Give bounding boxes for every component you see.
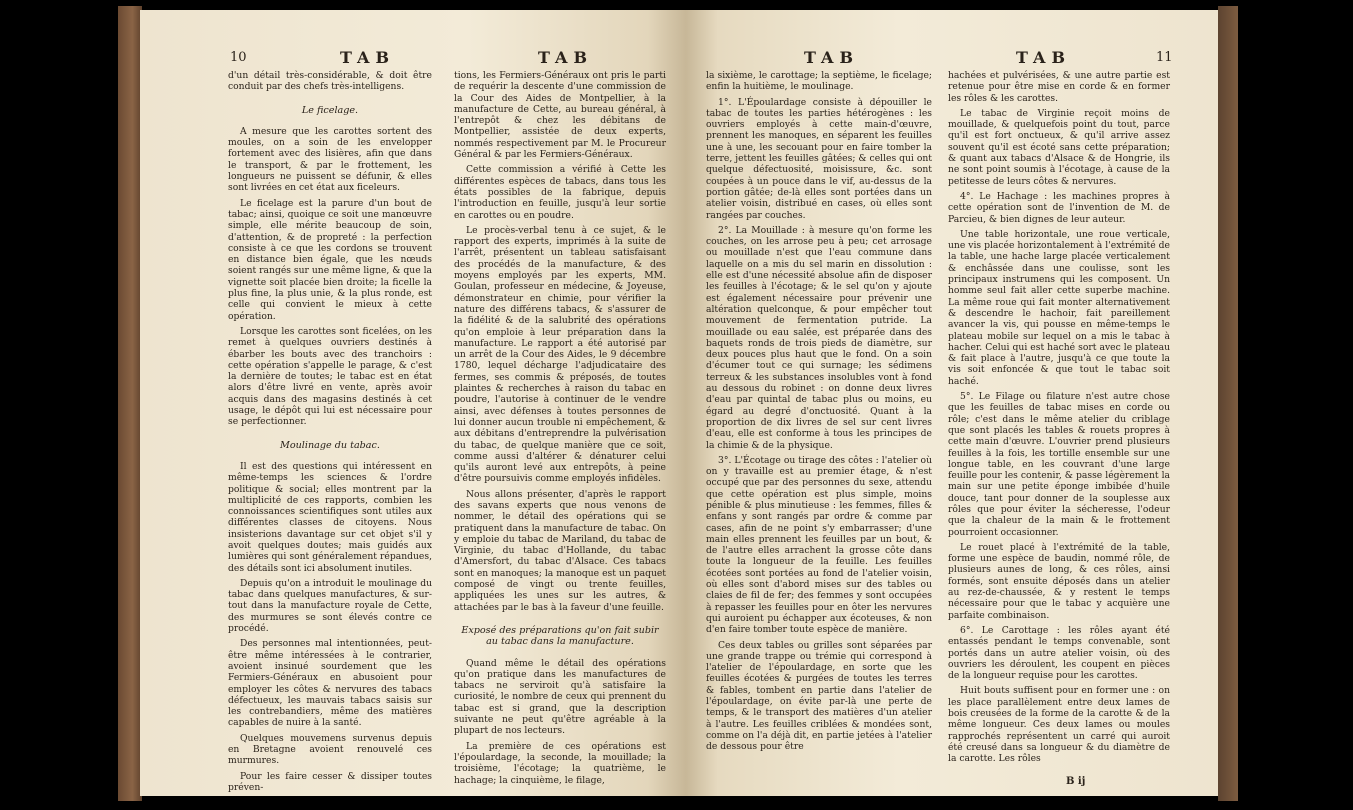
paragraph: Le tabac de Virginie reçoit moins de mouillade, & quelquefois point du tout, parce qu'il est fort onctueux, & qu'il arrive assez souvent qu'il est écoté sans cette préparation; & quant aux tabacs d'Alsace & de Hongrie, ils ne sont point soumis à l'écotage, à cause de la petitesse de leurs côtes & nervures. xyxy=(948,107,1170,187)
running-head: TAB xyxy=(340,48,395,67)
paragraph: Une table horizontale, une roue verticale, une vis placée horizontalement à l'extrémité de la table, une hache large placée verticalement & enchâssée dans une coulisse, sont les principaux instrumens qui les composent. Un homme seul fait aller cette superbe machine. La même roue qui fait monter alternativement & descendre le hachoir, fait pareillement avancer la vis, qui pousse en même-temps le plateau mobile sur lequel on a mis le tabac à hacher. Celui qui est haché sort avec le plateau & fait place à l'autre, jusqu'à ce que toute la vis soit enfoncée & que tout le tabac soit haché. xyxy=(948,228,1170,387)
open-book xyxy=(118,6,1238,801)
paragraph: hachées et pulvérisées, & une autre partie est retenue pour être mise en corde & en former les rôles & les carottes. xyxy=(948,70,1170,104)
page-number: 10 xyxy=(230,50,247,65)
paragraph: 2°. La Mouillade : à mesure qu'on forme les couches, on les arrose peu à peu; cet arrosage ou mouillade n'est que l'eau commune dans laquelle on a mis du sel marin en dissolution : elle est d'une nécessité absolue afin de disposer les feuilles à l'écotage; & le sel qu'on y ajoute est également nécessaire pour prévenir une altération quelconque, & pour empêcher tout mouvement de fermentation putride. La mouillade ou eau salée, est préparée dans des baquets ronds de trois pieds de diamètre, sur deux pouces plus haut que le fond. On a soin d'écumer tout ce qui surnage; les sédimens terreux & les substances insolubles vont à fond au dessous du robinet : on donne deux livres d'eau par quintal de tabac plus ou moins, eu égard au degré d'onctuosité. Quant à la proportion de dix livres de sel sur cent livres d'eau, elle est conforme à tous les principes de la chimie & de la physique. xyxy=(706,224,932,451)
paragraph: Pour les faire cesser & dissiper toutes préven- xyxy=(228,770,432,793)
paragraph: Depuis qu'on a introduit le moulinage du tabac dans quelques manufactures, & sur-tout dans la manufacture royale de Cette, des murmures se sont élevés contre ce procédé. xyxy=(228,577,432,635)
paragraph: A mesure que les carottes sortent des moules, on a soin de les envelopper fortement avec des lisières, afin que dans le transport, & par le frottement, les longueurs ne puissent se défunir, & elles sont livrées en cet état aux ficeleurs. xyxy=(228,125,432,194)
text-column xyxy=(706,70,932,757)
right-page xyxy=(686,10,1218,796)
book-cover-left xyxy=(118,6,142,801)
paragraph: Lorsque les carottes sont ficelées, on les remet à quelques ouvriers destinés à ébarber les bouts avec des tranchoirs : cette opération s'appelle le parage, & c'est la dernière de toutes; le tabac est en état alors d'être livré en vente, après avoir acquis dans des magasins destinés à cet usage, le dépôt qui lui est nécessaire pour se perfectionner. xyxy=(228,325,432,428)
section-heading: Moulinage du tabac. xyxy=(280,439,380,451)
paragraph: Le ficelage est la parure d'un bout de tabac; ainsi, quoique ce soit une manœuvre simple, elle mérite beaucoup de soin, d'attention, & de propreté : la perfection consiste à ce que les cordons se trouvent en distance bien égale, que les nœuds soient rangés sur une même ligne, & que la vignette soit placée bien droite; la ficelle la plus fine, la plus unie, & la plus ronde, est celle qui convient le mieux à cette opération. xyxy=(228,197,432,322)
paragraph: Quand même le détail des opérations qu'on pratique dans les manufactures de tabacs ne serviroit qu'à satisfaire la curiosité, le nombre de ceux qui prennent du tabac est si grand, que la description suivante ne peut qu'être agréable à la plupart de nos lecteurs. xyxy=(454,657,666,737)
paragraph: tions, les Fermiers-Généraux ont pris le parti de requérir la descente d'une commission de la Cour des Aides de Montpellier, à la manufacture de Cette, au bureau général, à l'entrepôt & chez les débitans de Montpellier, assistée de deux experts, nommés respectivement par M. le Procureur Général & par les Fermiers-Généraux. xyxy=(454,70,666,161)
paragraph: Le rouet placé à l'extrémité de la table, forme une espèce de baudin, nommé rôle, de plusieurs aunes de long, & ces rôles, ainsi formés, sont ensuite déposés dans un atelier au rez-de-chaussée, & y restent le temps nécessaire pour que le tabac y acquière une parfaite combinaison. xyxy=(948,541,1170,621)
paragraph: Ces deux tables ou grilles sont séparées par une grande trappe ou trémie qui correspond à l'atelier de l'époulardage, en sorte que les feuilles écotées & purgées de toutes les terres & fables, tombent en partie dans l'atelier de l'époulardage, on évite par-là une perte de temps, & le transport des matières d'un atelier à l'autre. Les feuilles criblées & mondées sont, comme on l'a déjà dit, en partie jetées à l'atelier de dessous pour être xyxy=(706,639,932,753)
paragraph: 4°. Le Hachage : les machines propres à cette opération sont de l'invention de M. de Parcieu, & bien dignes de leur auteur. xyxy=(948,190,1170,225)
paragraph: 6°. Le Carottage : les rôles ayant été entassés pendant le temps convenable, sont portés dans un autre atelier voisin, où des ouvriers les déroulent, les coupent en pièces de la longueur requise pour les carottes. xyxy=(948,624,1170,682)
paragraph: Nous allons présenter, d'après le rapport des savans experts que nous venons de nommer, le détail des opérations qui se pratiquent dans la manufacture de tabac. On y emploie du tabac de Mariland, du tabac de Virginie, du tabac d'Hollande, du tabac d'Amersfort, du tabac d'Alsace. Ces tabacs sont en manoques; la manoque est un paquet composé de vingt ou trente feuilles, appliquées les unes sur les autres, & attachées par le bas à la faveur d'une feuille. xyxy=(454,488,666,613)
paragraph: Quelques mouvemens survenus depuis en Bretagne avoient renouvelé ces murmures. xyxy=(228,732,432,767)
signature-mark: B ij xyxy=(1066,776,1086,787)
running-head: TAB xyxy=(1016,48,1071,67)
paragraph: Il est des questions qui intéressent en même-temps les sciences & l'ordre politique & social; elles montrent par la multiplicité de ces rapports, combien les connoissances scientifiques sont utiles aux différentes classes de citoyens. Nous insisterions davantage sur cet objet s'il y avoit quelques doutes; mais guidés aux lumières qui sont généralement répandues, des détails sont ici absolument inutiles. xyxy=(228,460,432,574)
paragraph: 5°. Le Filage ou filature n'est autre chose que les feuilles de tabac mises en corde ou rôle; c'est dans le même atelier du criblage que sont placés les tables & rouets propres à cette main d'œuvre. L'ouvrier prend plusieurs feuilles à la fois, les tortille ensemble sur une longue table, en les couvrant d'une large feuille pour les contenir, & passe légèrement la main sur une petite éponge imbibée d'huile douce, tant pour donner de la souplesse aux rôles que pour éviter la sécheresse, l'odeur que la chaleur de la main & le frottement pourroient occasionner. xyxy=(948,391,1170,538)
running-head: TAB xyxy=(804,48,859,67)
text-column xyxy=(454,70,666,790)
paragraph: 1°. L'Époulardage consiste à dépouiller le tabac de toutes les parties hétérogènes : les ouvriers employés à cette main-d'œuvre, prennent les manoques, en séparent les feuilles une à une, les secouant pour en faire tomber la terre, jettent les feuilles gâtées; & celles qui ont quelque défectuosité, moisissure, &c. sont coupées à un pouce dans le vif, au-dessus de la portion gâtée; de-là elles sont portées dans un atelier voisin, distribué en cases, où elles sont rangées par couches. xyxy=(706,96,932,221)
paragraph: la sixième, le carottage; la septième, le ficelage; enfin la huitième, le moulinage. xyxy=(706,70,932,93)
paragraph: Huit bouts suffisent pour en former une : on les place parallèlement entre deux lames de bois creusées de la forme de la carotte & de la même longueur. Ces deux lames ou moules rapprochés représentent un carré qui auroit été creusé dans sa longueur & du diamètre de la carotte. Les rôles xyxy=(948,685,1170,765)
paragraph: 3°. L'Écotage ou tirage des côtes : l'atelier où on y travaille est au premier étage, & n'est occupé que par des personnes du sexe, attendu que cette opération est plus simple, moins pénible & plus minutieuse : les femmes, filles & enfans y sont rangés par ordre & comme par cases, afin de ne point s'y embarrasser; d'une main elles prennent les feuilles par un bout, & de l'autre elles arrachent la grosse côte dans toute la longueur de la feuille. Les feuilles écotées sont portées au fond de l'atelier voisin, où elles sont d'abord mises sur des tables ou claies de fil de fer; des femmes y sont occupées à repasser les feuilles pour en ôter les nervures qui auroient pu échapper aux écoteuses, & non d'en faire tomber toute espèce de manière. xyxy=(706,454,932,636)
book-cover-right xyxy=(1218,6,1238,801)
text-column xyxy=(228,70,432,796)
paragraph: Cette commission a vérifié à Cette les différentes espèces de tabacs, dans tous les états possibles de la fabrique, depuis l'introduction en feuille, jusqu'à leur sortie en carottes ou en poudre. xyxy=(454,164,666,221)
section-heading: Le ficelage. xyxy=(301,104,359,116)
paragraph: La première de ces opérations est l'époulardage, la seconde, la mouillade; la troisième, l'écotage; la quatrième, le hachage; la cinquième, le filage, xyxy=(454,740,666,786)
paragraph: Des personnes mal intentionnées, peut-être même intéressées à le contrarier, avoient insinué sourdement que les Fermiers-Généraux en abusoient pour employer les côtes & nervures des tabacs défectueux, les mauvais tabacs saisis sur les contrebandiers, même des matières capables de nuire à la santé. xyxy=(228,638,432,729)
running-head: TAB xyxy=(538,48,593,67)
paragraph: d'un détail très-considérable, & doit être conduit par des chefs très-intelligens. xyxy=(228,70,432,93)
left-page xyxy=(140,10,686,796)
page-number: 11 xyxy=(1156,50,1173,65)
text-column xyxy=(948,70,1170,769)
paragraph: Le procès-verbal tenu à ce sujet, & le rapport des experts, imprimés à la suite de l'arrêt, présentent un tableau satisfaisant des procédés de la manufacture, & des moyens employés par les experts, MM. Goulan, professeur en médecine, & Joyeuse, démonstrateur en chimie, pour vérifier la nature des différens tabacs, & s'assurer de la fidélité & de la salubrité des opérations qu'on emploie à leur préparation dans la manufacture. Le rapport a été autorisé par un arrêt de la Cour des Aides, le 9 décembre 1780, lequel décharge l'adjudicataire des fermes, ses commis & préposés, de toutes plaintes & recherches à raison du tabac en poudre, l'autorise à continuer de le vendre ainsi, avec défenses à toutes personnes de lui donner aucun trouble ni empêchement, & aux débitans d'entreprendre la pulvérisation du tabac, de quelque manière que ce soit, comme aussi d'altérer & dénaturer celui qu'ils auront levé aux entrepôts, à peine d'être poursuivis comme employés infidèles. xyxy=(454,224,666,485)
section-heading: Exposé des préparations qu'on fait subir au tabac dans la manufacture. xyxy=(461,624,659,648)
